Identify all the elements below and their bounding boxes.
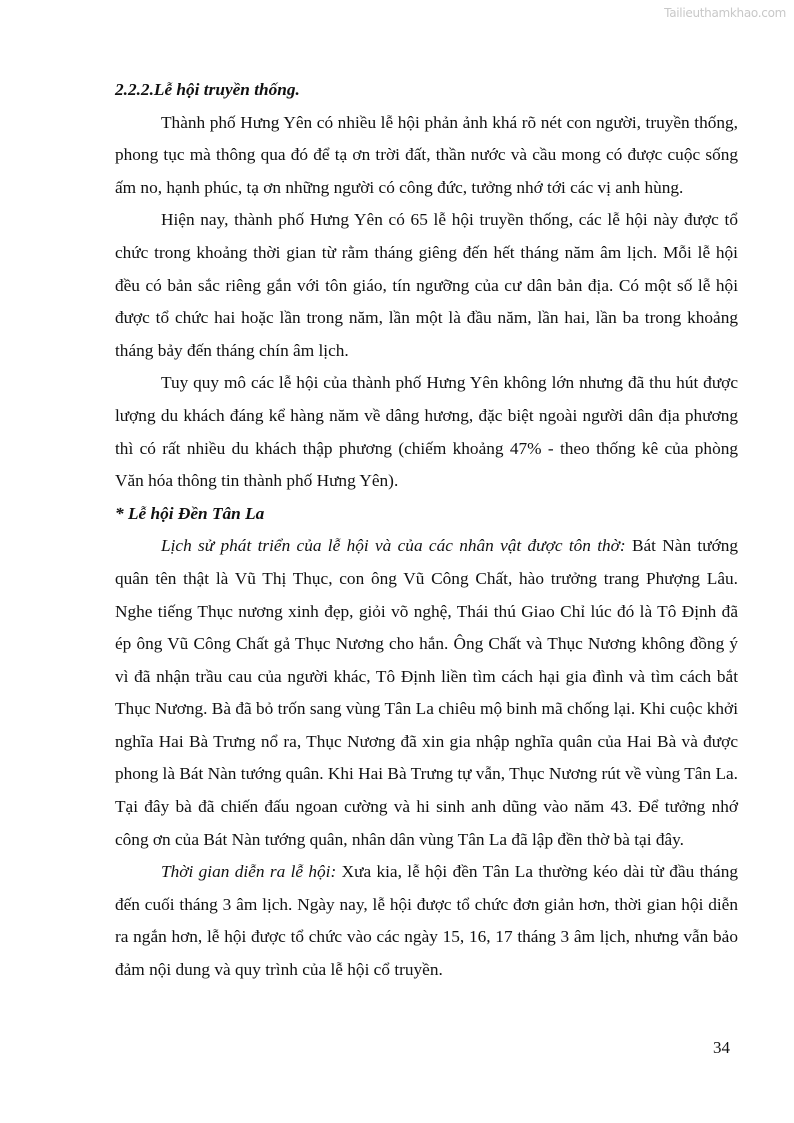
history-label: Lịch sử phát triển của lễ hội và của các nhân vật được tôn thờ: bbox=[161, 536, 626, 556]
timing-label: Thời gian diễn ra lễ hội: bbox=[161, 862, 337, 882]
section-heading: 2.2.2.Lễ hội truyền thống. bbox=[115, 80, 300, 99]
subsection-heading: * Lễ hội Đền Tân La bbox=[115, 503, 265, 523]
paragraph-visitors: Tuy quy mô các lễ hội của thành phố Hưng Yên không lớn nhưng đã thu hút được lượng du khách đáng kể hàng năm về dâng hương, đặc biệt ngoài người dân địa phương thì có rất nhiều du khách thập phương (chiếm khoảng 47% - theo thống kê của phòng Văn hóa thông tin thành phố Hưng Yên). bbox=[115, 373, 738, 491]
timing-text: Xưa kia, lễ hội đền Tân La thường kéo dài từ đầu tháng đến cuối tháng 3 âm lịch. Ngày nay, lễ hội được tổ chức đơn giản hơn, thời gian hội diễn ra ngắn hơn, lễ hội được tổ chức vào các ngày 15, 16, 17 tháng 3 âm lịch, nhưng vẫn bảo đảm nội dung và quy trình của lễ hội cổ truyền. bbox=[115, 862, 738, 980]
document-page bbox=[115, 74, 738, 987]
paragraph-intro: Thành phố Hưng Yên có nhiều lễ hội phản ảnh khá rõ nét con người, truyền thống, phong tục mà thông qua đó để tạ ơn trời đất, thần nước và cầu mong có được cuộc sống ấm no, hạnh phúc, tạ ơn những người có công đức, tưởng nhớ tới các vị anh hùng. bbox=[115, 112, 738, 197]
watermark: Tailieuthamkhao.com bbox=[664, 6, 786, 20]
page-number: 34 bbox=[713, 1038, 730, 1057]
paragraph-history bbox=[115, 530, 738, 856]
history-text: Bát Nàn tướng quân tên thật là Vũ Thị Thục, con ông Vũ Công Chất, hào trưởng trang Phượng Lâu. Nghe tiếng Thục nương xinh đẹp, giỏi võ nghệ, Thái thú Giao Chỉ lúc đó là Tô Định đã ép ông Vũ Công Chất gả Thục Nương cho hắn. Ông Chất và Thục Nương không đồng ý vì đã nhận trầu cau của người khác, Tô Định liền tìm cách hại gia đình và tìm cách bắt Thục Nương. Bà đã bỏ trốn sang vùng Tân La chiêu mộ binh mã chống lại. Khi cuộc khởi nghĩa Hai Bà Trưng nổ ra, Thục Nương đã xin gia nhập nghĩa quân của Hai Bà và được phong là Bát Nàn tướng quân. Khi Hai Bà Trưng tự vẫn, Thục Nương rút về vùng Tân La. Tại đây bà đã chiến đấu ngoan cường và hi sinh anh dũng vào năm 43. Để tưởng nhớ công ơn của Bát Nàn tướng quân, nhân dân vùng Tân La đã lập đền thờ bà tại đây. bbox=[115, 536, 739, 849]
paragraph-timing bbox=[115, 856, 738, 986]
paragraph-festival-count: Hiện nay, thành phố Hưng Yên có 65 lễ hội truyền thống, các lễ hội này được tổ chức trong khoảng thời gian từ rằm tháng giêng đến hết tháng năm âm lịch. Mỗi lễ hội đều có bản sắc riêng gắn với tôn giáo, tín ngưỡng của cư dân bản địa. Có một số lễ hội được tổ chức hai hoặc lần trong năm, lần một là đầu năm, lần hai, lần ba trong khoảng tháng bảy đến tháng chín âm lịch. bbox=[115, 210, 738, 360]
